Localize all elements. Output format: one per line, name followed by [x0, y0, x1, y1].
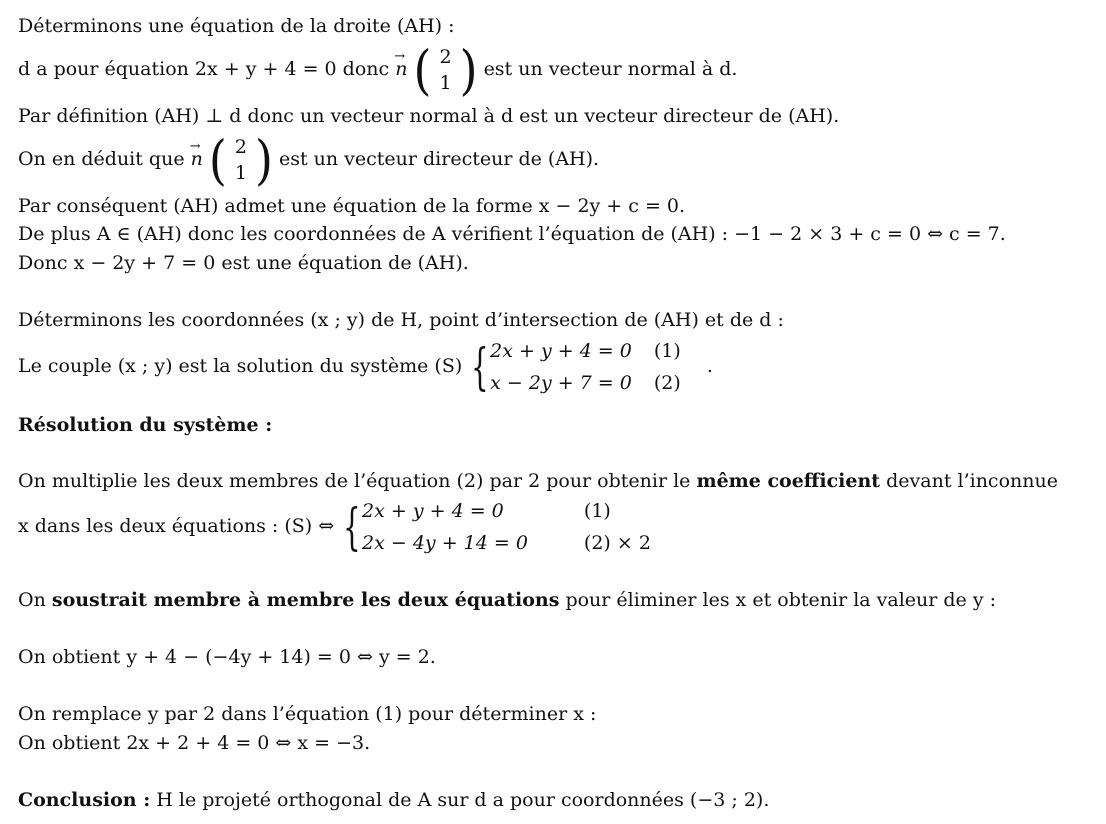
period: . — [706, 355, 713, 377]
left-paren: ( — [413, 38, 432, 102]
column-vector — [413, 38, 478, 102]
brace: { — [471, 338, 489, 396]
equation-1: 2x + y + 4 = 0 — [362, 500, 504, 522]
vector-component-1: 2 — [234, 136, 247, 158]
line-conclusion — [18, 788, 769, 812]
bold-text: Conclusion : — [18, 789, 151, 811]
equation-system — [340, 500, 651, 554]
text: On — [18, 589, 46, 611]
line-result-x: On obtient 2x + 2 + 4 = 0 ⇔ x = −3. — [18, 732, 371, 754]
section-title-resolution — [18, 413, 272, 437]
vector-component-1: 2 — [439, 46, 452, 68]
text: H le projeté orthogonal de A sur d a pour coordonnées (−3 ; 2). — [156, 789, 770, 811]
vector-n-symbol: → n — [191, 147, 203, 171]
text: est un vecteur normal à d. — [483, 58, 738, 80]
equation-1-label: (1) — [583, 500, 611, 522]
right-paren: ) — [459, 38, 478, 102]
line-replace: On remplace y par 2 dans l’équation (1) pour déterminer x : — [18, 703, 597, 725]
equation-1: 2x + y + 4 = 0 — [490, 340, 632, 362]
text: devant l’inconnue — [886, 470, 1058, 492]
line-definition: Par définition (AH) ⊥ d donc un vecteur normal à d est un vecteur directeur de (AH). — [18, 105, 840, 127]
line-system — [18, 340, 713, 394]
bold-text: même coefficient — [696, 470, 881, 492]
line-deduction — [18, 128, 600, 192]
line-subtract — [18, 588, 996, 612]
left-paren: ( — [208, 128, 227, 192]
text: Le couple (x ; y) est la solution du système (S) — [18, 355, 463, 377]
equation-2: x − 2y + 7 = 0 — [490, 372, 632, 394]
vector-n-symbol: → n — [395, 57, 407, 81]
line-result-y: On obtient y + 4 − (−4y + 14) = 0 ⇔ y = 2. — [18, 646, 436, 668]
line-multiply — [18, 469, 1058, 493]
bold-text: soustrait membre à membre les deux équations — [51, 589, 560, 611]
vector-component-2: 1 — [439, 72, 452, 94]
right-paren: ) — [254, 128, 273, 192]
text: d a pour équation 2x + y + 4 = 0 donc — [18, 58, 390, 80]
line-equation-ah: Donc x − 2y + 7 = 0 est une équation de (AH). — [18, 252, 469, 274]
equation-2: 2x − 4y + 14 = 0 — [362, 532, 528, 554]
brace: { — [343, 498, 361, 556]
text: x dans les deux équations : (S) ⇔ — [18, 515, 335, 537]
line-point-a: De plus A ∈ (AH) donc les coordonnées de A vérifient l’équation de (AH) : −1 − 2 × 3 + c = 0 ⇔ c = 7. — [18, 223, 1006, 245]
equation-system — [468, 340, 680, 394]
heading-line-equation: Déterminons une équation de la droite (AH) : — [18, 15, 455, 37]
equation-1-label: (1) — [653, 340, 681, 362]
text: On multiplie les deux membres de l’équation (2) par 2 pour obtenir le — [18, 470, 691, 492]
equation-2-label: (2) — [653, 372, 681, 394]
line-equivalent-system — [18, 500, 651, 554]
text: pour éliminer les x et obtenir la valeur de y : — [565, 589, 997, 611]
bold-text: Résolution du système : — [18, 414, 273, 436]
text: On en déduit que — [18, 148, 185, 170]
equation-2-label: (2) × 2 — [583, 532, 651, 554]
line-coordinates-h: Déterminons les coordonnées (x ; y) de H, point d’intersection de (AH) et de d : — [18, 309, 784, 331]
line-equation-d — [18, 38, 738, 102]
text: est un vecteur directeur de (AH). — [278, 148, 600, 170]
column-vector — [208, 128, 273, 192]
vector-component-2: 1 — [234, 162, 247, 184]
line-consequence: Par conséquent (AH) admet une équation de la forme x − 2y + c = 0. — [18, 195, 686, 217]
